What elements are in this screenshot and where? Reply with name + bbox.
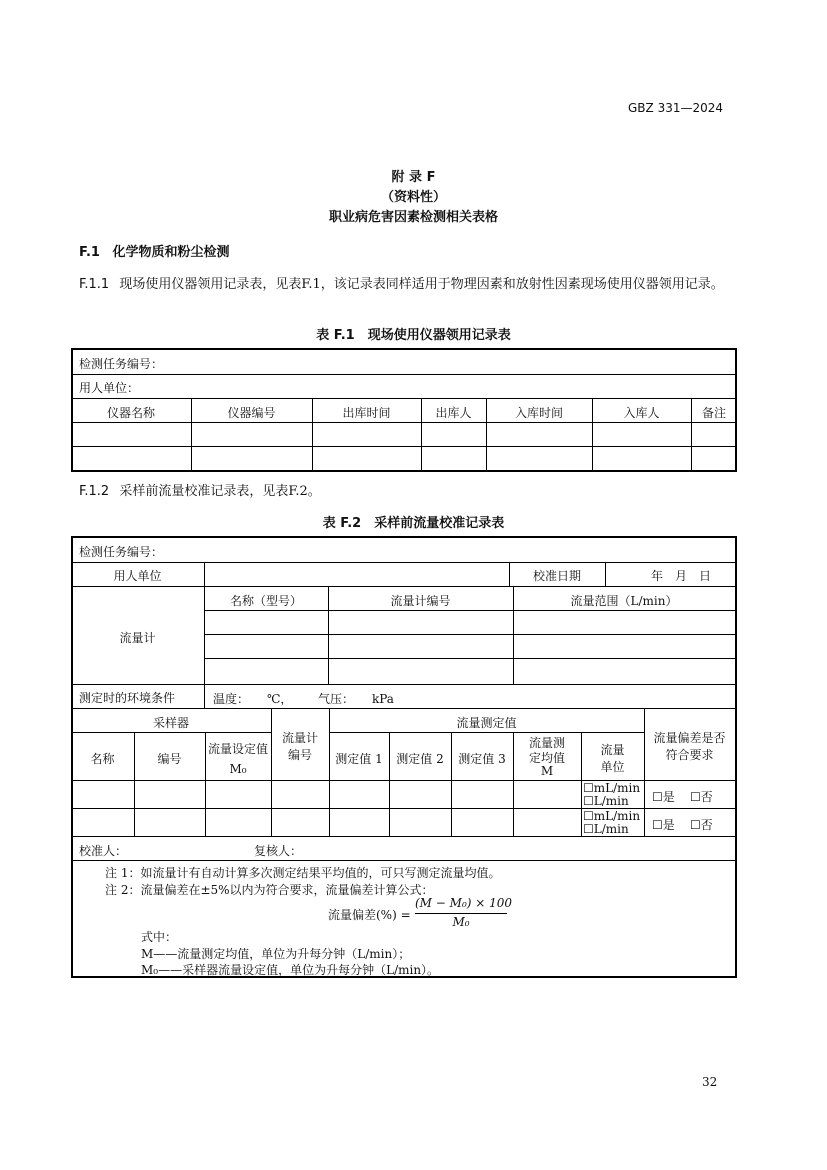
f2-where-label: 式中： — [141, 930, 178, 944]
f2-user-unit-label: 用人单位 — [113, 569, 162, 583]
f2-col-unit-1: 流量 — [600, 743, 625, 757]
doc-code: GBZ 331—2024 — [628, 101, 724, 115]
f2-formula-num: (M − M₀) × 100 — [415, 896, 513, 910]
f2-date-value: 年 月 日 — [651, 569, 712, 583]
f2-fm-no-label-2: 编号 — [287, 748, 312, 762]
f1-col-out-person: 出库人 — [435, 406, 472, 420]
f2-calib-date-label: 校准日期 — [532, 569, 581, 583]
f1-task-no-label: 检测任务编号： — [79, 357, 164, 371]
f2-col-setting-2: M₀ — [229, 762, 247, 776]
f2-col-m2: 测定值 2 — [396, 752, 444, 766]
para-f11-text: 现场使用仪器领用记录表，见表F.1，该记录表同样适用于物理因素和放射性因素现场使用仪器领用记录。 — [119, 277, 724, 292]
f2-col-name: 名称 — [90, 752, 115, 766]
table-f2 — [71, 536, 737, 978]
para-f12 — [79, 482, 321, 502]
f2-col-unit-2: 单位 — [600, 760, 625, 774]
f2-fm-no-label-1: 流量计 — [281, 731, 318, 745]
f2-env-temp: 温度： ℃， — [213, 692, 293, 706]
f2-r1-unit-l[interactable]: ☐L/min — [583, 794, 629, 808]
f1-col-instrument-no: 仪器编号 — [227, 406, 276, 420]
table-f2-caption: 表 F.2 采样前流量校准记录表 — [322, 516, 505, 531]
table-f1-caption: 表 F.1 现场使用仪器领用记录表 — [316, 328, 511, 343]
f2-note2: 注 2：流量偏差在±5%以内为符合要求，流量偏差计算公式： — [105, 883, 434, 897]
f2-col-number: 编号 — [157, 752, 182, 766]
f2-calibrator-label: 校准人： — [79, 844, 128, 858]
f1-col-instrument-name: 仪器名称 — [106, 406, 155, 420]
f2-fm-range: 流量范围（L/min） — [570, 594, 678, 608]
f2-r1-no[interactable]: ☐否 — [690, 790, 713, 804]
f2-col-setting-1: 流量设定值 — [207, 742, 268, 756]
f2-r2-unit-l[interactable]: ☐L/min — [583, 822, 629, 836]
para-f11-number: F.1.1 — [79, 277, 110, 292]
appendix-title: 职业病危害因素检测相关表格 — [328, 210, 498, 225]
f2-env-pressure: 气压： kPa — [318, 692, 394, 706]
f1-col-in-person: 入库人 — [623, 406, 660, 420]
f2-col-m3: 测定值 3 — [458, 752, 506, 766]
f2-def-m: M——流量测定均值，单位为升每分钟（L/min）； — [141, 947, 411, 961]
section-f1-title: 化学物质和粉尘检测 — [112, 245, 230, 260]
para-f12-text: 采样前流量校准记录表，见表F.2。 — [119, 484, 321, 499]
f1-col-in-time: 入库时间 — [514, 406, 563, 420]
f2-note1: 注 1：如流量计有自动计算多次测定结果平均值的，可只写测定流量均值。 — [105, 866, 501, 880]
f2-formula-lhs: 流量偏差(%) = — [328, 908, 411, 922]
f2-fm-number: 流量计编号 — [390, 594, 451, 608]
f2-formula-den: M₀ — [452, 915, 470, 929]
appendix-type: （资料性） — [380, 190, 446, 205]
f2-task-no-label: 检测任务编号： — [79, 545, 164, 559]
f2-r1-unit-ml[interactable]: ☐mL/min — [583, 781, 641, 795]
para-f12-number: F.1.2 — [79, 484, 110, 499]
f2-r2-unit-ml[interactable]: ☐mL/min — [583, 809, 641, 823]
f2-r2-no[interactable]: ☐否 — [690, 818, 713, 832]
f1-user-unit-label: 用人单位： — [79, 381, 140, 395]
table-f1 — [71, 348, 737, 472]
f2-def-m0: M₀——采样器流量设定值，单位为升每分钟（L/min）。 — [141, 963, 440, 977]
f2-reviewer-label: 复核人： — [254, 844, 303, 858]
para-f11 — [79, 275, 731, 295]
f2-r2-yes[interactable]: ☐是 — [652, 818, 675, 832]
f2-r1-yes[interactable]: ☐是 — [652, 790, 675, 804]
f2-sampler-label: 采样器 — [152, 716, 189, 730]
f2-col-m1: 测定值 1 — [335, 752, 383, 766]
section-f1 — [79, 241, 230, 260]
f2-formula-bar — [415, 913, 507, 914]
f2-measured-label: 流量测定值 — [456, 716, 517, 730]
f2-env-label: 测定时的环境条件 — [79, 691, 176, 705]
f2-flowmeter-label: 流量计 — [119, 631, 156, 645]
f1-col-remark: 备注 — [701, 406, 726, 420]
page-number: 32 — [702, 1075, 718, 1089]
f1-col-out-time: 出库时间 — [342, 406, 391, 420]
section-f1-number: F.1 — [79, 245, 100, 260]
appendix-label: 附 录 F — [391, 170, 436, 185]
f2-col-avg-3: M — [540, 764, 554, 778]
f2-deviation-label-1: 流量偏差是否 — [653, 731, 726, 745]
f2-fm-name-model: 名称（型号） — [229, 594, 302, 608]
f2-deviation-label-2: 符合要求 — [665, 748, 714, 762]
f2-col-avg-2: 定均值 — [528, 751, 565, 765]
f2-col-avg-1: 流量测 — [528, 736, 565, 750]
